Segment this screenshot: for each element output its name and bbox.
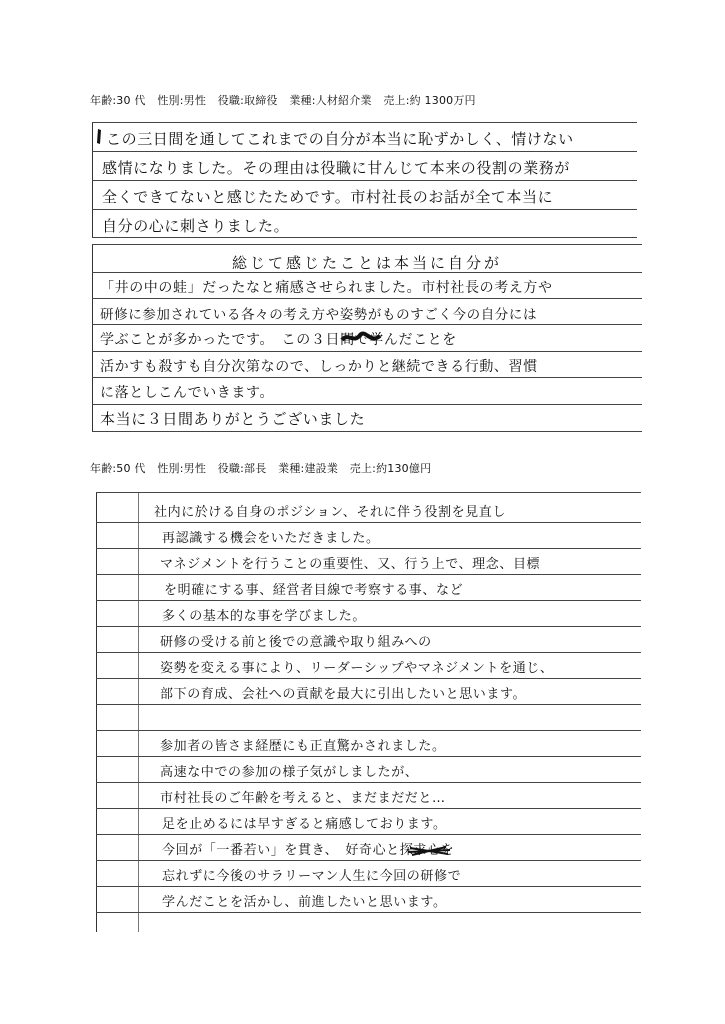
age-field: 年齢:50 代 [90,462,146,475]
handwritten-line: 社内に於ける自身のポジション、それに伴う役割を見直し [154,505,506,520]
handwritten-line: 感情になりました。その理由は役職に甘んじて本来の役割の業務が [102,159,571,177]
handwritten-line: 本当に３日間ありがとうございました [100,410,366,428]
handwritten-line: 全くできてないと感じたためです。市村社長のお話が全て本当に [102,188,554,206]
handwritten-line: を明確にする事、経営者目線で考察する事、など [164,583,464,598]
gender-field: 性別:男性 [157,94,207,107]
crossed-out-scribble [406,844,452,858]
handwritten-line: 姿勢を変える事により、リーダーシップやマネジメントを通じ、 [160,661,554,676]
handwritten-line: 学ぶことが多かったです。 この３日間で学んだことを [100,332,457,348]
handwritten-line: 活かすも殺すも自分次第なので、しっかりと継続できる行動、習慣 [100,359,538,375]
handwritten-line: に落としこんでいきます。 [100,385,275,401]
crossed-out-scribble [340,330,382,346]
respondent-1-header [90,92,484,108]
handwritten-line: 部下の育成、会社への貢献を最大に引出したいと思います。 [160,687,527,702]
handwritten-line: 再認識する機会をいただきました。 [162,531,380,546]
handwritten-line: 研修に参加されている各々の考え方や姿勢がものすごく今の自分には [100,307,538,323]
handwritten-line: 「井の中の蛙」だったなと痛感させられました。市村社長の考え方や [100,280,553,296]
handwritten-line: 総じて感じたことは本当に自分が [232,254,503,272]
gender-field: 性別:男性 [157,462,207,475]
handwritten-line: この三日間を通してこれまでの自分が本当に恥ずかしく、情けない [106,130,574,148]
handwritten-line: マネジメントを行うことの重要性、又、行う上で、理念、目標 [160,557,541,572]
handwritten-line: 多くの基本的な事を学びました。 [162,609,367,624]
age-field: 年齢:30 代 [90,94,146,107]
respondent-2-sheet [96,492,641,932]
industry-field: 業種:建設業 [278,462,339,475]
handwritten-line: 自分の心に刺さりました。 [102,217,290,235]
role-field: 役職:部長 [217,462,267,475]
handwritten-line: 足を止めるには早すぎると痛感しております。 [162,817,447,832]
bullet-mark [94,128,104,146]
handwritten-line: 研修の受ける前と後での意識や取り組みへの [160,635,432,650]
handwritten-line: 忘れずに今後のサラリーマン人生に今回の研修で [162,869,462,884]
handwritten-line: 参加者の皆さま経歴にも正直驚かされました。 [160,739,446,754]
sales-field: 売上:約130億円 [349,462,432,475]
industry-field: 業種:人材紹介業 [289,94,372,107]
sales-field: 売上:約 1300万円 [383,94,476,107]
respondent-2-header [90,460,439,476]
handwritten-line: 今回が「一番若い」を貫き、 好奇心と探求心を [162,843,455,858]
handwritten-line: 高速な中での参加の様子気がしましたが、 [160,765,419,780]
handwritten-line: 学んだことを活かし、前進したいと思います。 [162,895,447,910]
respondent-1-sheet-b [92,244,642,432]
role-field: 役職:取締役 [217,94,278,107]
handwritten-line: 市村社長のご年齢を考えると、まだまだだと… [160,791,446,806]
respondent-1-sheet-a [92,122,637,238]
